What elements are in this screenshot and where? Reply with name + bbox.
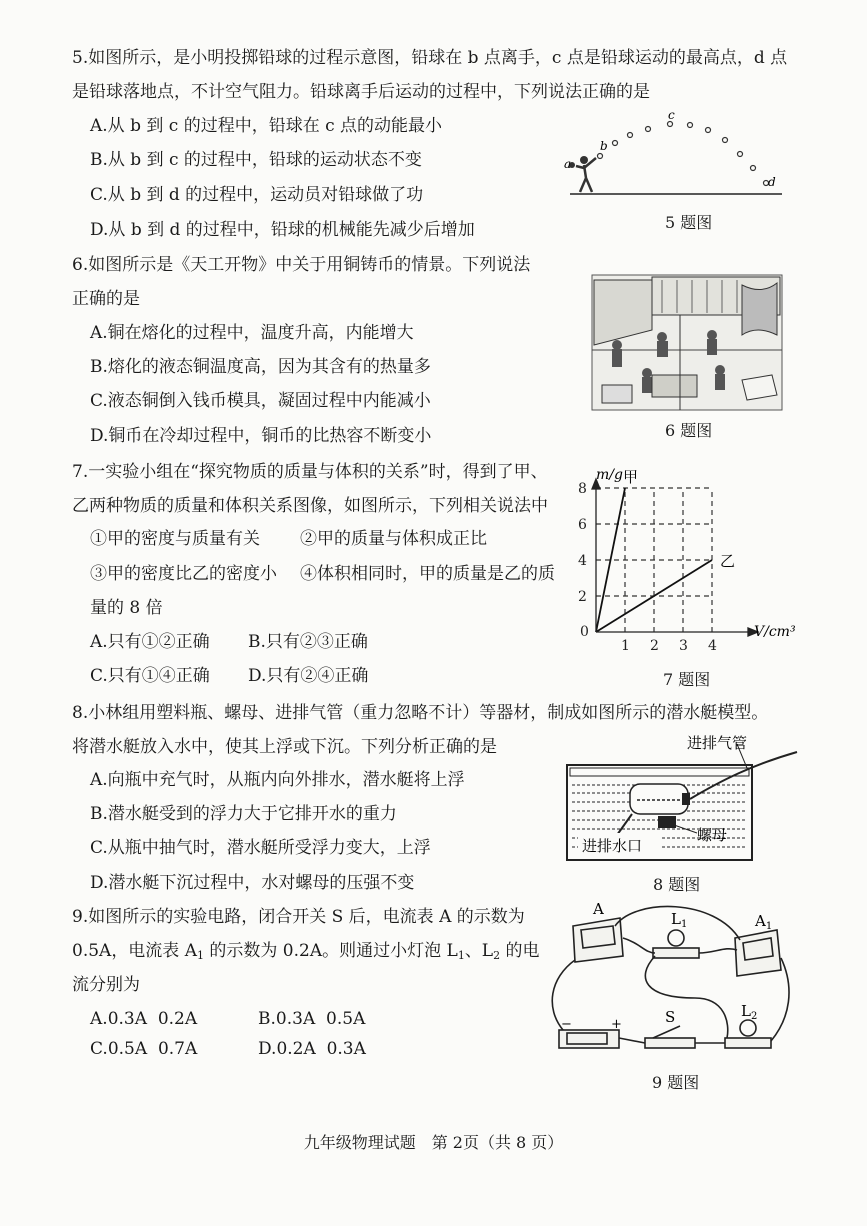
q5-figure-shot-put <box>560 110 790 205</box>
q8-option-c: C.从瓶中抽气时，潜水艇所受浮力变大，上浮 <box>90 838 431 858</box>
q6-stem-line1: 6.如图所示是《天工开物》中关于用铜铸币的情景。下列说法 <box>72 255 531 275</box>
y-tick-label: 8 <box>578 481 587 497</box>
page-footer: 九年级物理试题 第 2页（共 8 页） <box>303 1133 564 1152</box>
q8-option-d: D.潜水艇下沉过程中，水对螺母的压强不变 <box>90 873 415 893</box>
q8-submarine-model-figure <box>562 730 802 865</box>
q7-item-1: ①甲的密度与质量有关 <box>90 529 260 549</box>
q5-label-b: b <box>600 139 608 153</box>
x-tick-label: 4 <box>708 638 717 654</box>
q8-label-nut: 螺母 <box>697 826 728 844</box>
q9-label-lamp-l1: $L_1$ <box>671 910 688 930</box>
q5-label-a: a <box>564 157 572 171</box>
q5-option-c: C.从 b 到 d 的过程中，运动员对铅球做了功 <box>90 185 424 205</box>
q7-stem-line2: 乙两种物质的质量和体积关系图像，如图所示，下列相关说法中 <box>72 496 548 516</box>
q7-item-3: ③甲的密度比乙的密度小 <box>90 564 277 584</box>
q9-circuit-figure <box>545 898 795 1063</box>
q5-option-a: A.从 b 到 c 的过程中，铅球在 c 点的动能最小 <box>90 116 443 136</box>
q6-option-a: A.铜在熔化的过程中，温度升高，内能增大 <box>90 323 414 343</box>
x-tick-label: 0 <box>580 624 589 640</box>
q9-stem-line3: 流分别为 <box>72 975 140 995</box>
q5-option-b: B.从 b 到 c 的过程中，铅球的运动状态不变 <box>90 150 422 170</box>
q9-option-a: A.0.3A 0.2A <box>90 1009 198 1029</box>
q5-label-d: d <box>768 175 776 189</box>
q7-option-b: B.只有②③正确 <box>248 632 368 652</box>
q9-stem-line1: 9.如图所示的实验电路，闭合开关 S 后，电流表 A 的示数为 <box>72 907 525 927</box>
q8-stem-line1: 8.小林组用塑料瓶、螺母、进排气管（重力忽略不计）等器材，制成如图所示的潜水艇模型。 <box>72 703 769 723</box>
q8-figure-caption: 8 题图 <box>653 875 701 894</box>
series-label-yi: 乙 <box>720 552 736 570</box>
q7-option-d: D.只有②④正确 <box>248 666 369 686</box>
q8-option-b: B.潜水艇受到的浮力大于它排开水的重力 <box>90 804 397 824</box>
x-tick-label: 1 <box>621 638 630 654</box>
q7-stem-line1: 7.一实验小组在“探究物质的质量与体积的关系”时，得到了甲、 <box>72 462 548 482</box>
q6-option-d: D.铜币在冷却过程中，铜币的比热容不断变小 <box>90 426 432 446</box>
q9-label-ammeter-a: A <box>593 900 604 918</box>
q8-stem-line2: 将潜水艇放入水中，使其上浮或下沉。下列分析正确的是 <box>72 737 497 757</box>
q9-label-ammeter-a1: $A_1$ <box>755 912 773 932</box>
q5-stem-line1: 5.如图所示，是小明投掷铅球的过程示意图，铅球在 b 点离手，c 点是铅球运动的最高点，d 点 <box>72 48 788 68</box>
q7-figure-caption: 7 题图 <box>663 670 711 689</box>
q9-stem-line2: 0.5A，电流表 $A_1$ 的示数为 0.2A。则通过小灯泡 $L_1$、$L_2$ 的电 <box>72 941 540 962</box>
x-tick-label: 3 <box>679 638 688 654</box>
q6-stem-line2: 正确的是 <box>72 289 140 309</box>
nut-icon <box>658 816 676 828</box>
q9-option-c: C.0.5A 0.7A <box>90 1039 198 1059</box>
q9-label-plus: + <box>611 1017 622 1032</box>
q7-mass-volume-chart <box>568 465 808 660</box>
q6-figure-coin-casting-illustration <box>592 275 782 410</box>
q8-label-port: 进排水口 <box>582 837 643 855</box>
q7-item-2: ②甲的质量与体积成正比 <box>300 529 487 549</box>
q7-item-4-continued: 量的 8 倍 <box>90 598 163 618</box>
q8-option-a: A.向瓶中充气时，从瓶内向外排水，潜水艇将上浮 <box>90 770 465 790</box>
y-axis-label: m/g <box>596 467 623 483</box>
q5-stem-line2: 是铅球落地点，不计空气阻力。铅球离手后运动的过程中，下列说法正确的是 <box>72 82 650 102</box>
q5-figure-caption: 5 题图 <box>665 213 713 232</box>
q7-option-c: C.只有①④正确 <box>90 666 210 686</box>
q9-option-b: B.0.3A 0.5A <box>258 1009 366 1029</box>
q9-label-lamp-l2: $L_2$ <box>741 1002 758 1022</box>
q7-item-4: ④体积相同时，甲的质量是乙的质 <box>300 564 555 584</box>
q5-option-d: D.从 b 到 d 的过程中，铅球的机械能先减少后增加 <box>90 220 475 240</box>
x-axis-label: V/cm³ <box>754 624 796 640</box>
q6-option-b: B.熔化的液态铜温度高，因为其含有的热量多 <box>90 357 431 377</box>
q5-label-c: c <box>668 108 675 122</box>
y-tick-label: 2 <box>578 589 587 605</box>
series-label-jia: 甲 <box>623 468 639 486</box>
y-tick-label: 6 <box>578 517 587 533</box>
x-tick-label: 2 <box>650 638 659 654</box>
q9-label-minus: − <box>561 1017 572 1032</box>
y-tick-label: 4 <box>578 553 587 569</box>
q9-figure-caption: 9 题图 <box>652 1073 700 1092</box>
q6-option-c: C.液态铜倒入钱币模具，凝固过程中内能减小 <box>90 391 431 411</box>
q9-label-switch-s: S <box>665 1008 676 1026</box>
q6-figure-caption: 6 题图 <box>665 421 713 440</box>
q7-option-a: A.只有①②正确 <box>90 632 210 652</box>
q9-option-d: D.0.2A 0.3A <box>258 1039 366 1059</box>
q8-label-pipe: 进排气管 <box>687 734 748 752</box>
